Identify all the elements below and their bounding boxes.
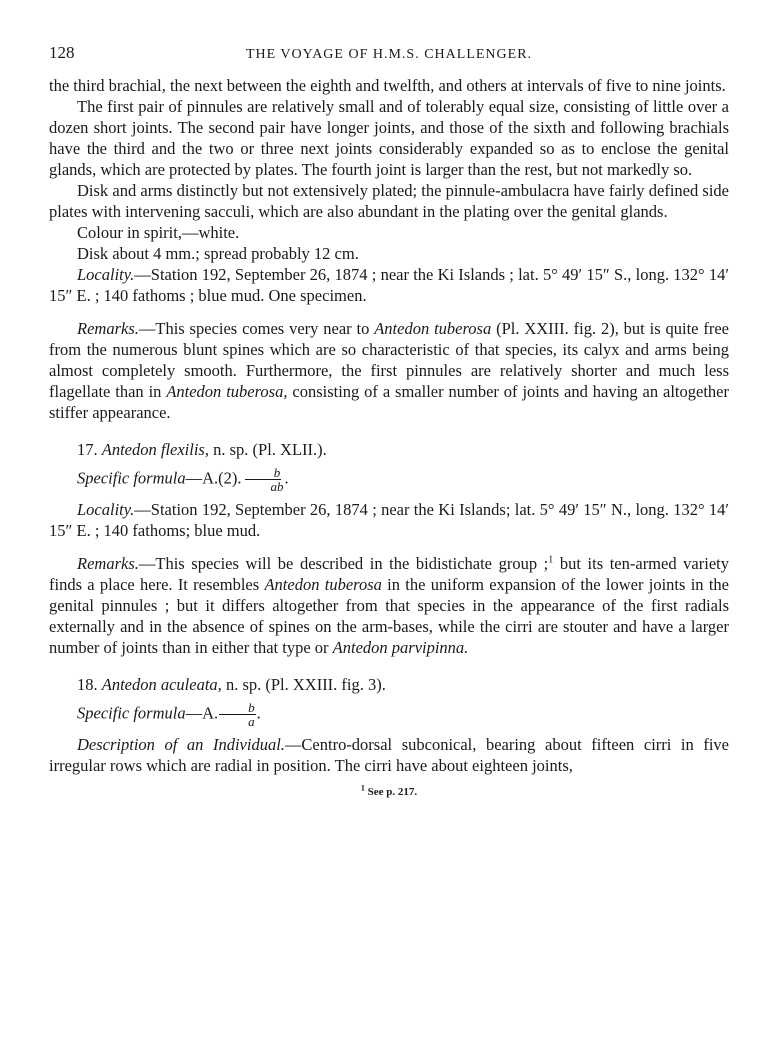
species-number: 18. [77,675,102,694]
formula-prefix: —A.(2). [185,468,242,488]
fraction-numerator: b [219,701,256,715]
formula-end: . [284,468,289,488]
description [49,734,729,776]
running-header [49,42,729,65]
remarks-text: in the uniform expansion of the lower joints in the genital pinnules ; but it differs altogether from that species in the appearance of the first radials externally and in the absence of spines on the arm-bases, while the cirri are stouter and have a larger number of joints than in either that type or [49,575,729,657]
paragraph-continuation: the third brachial, the next between the eighth and twelfth, and others at intervals of five to nine joints. [49,76,726,95]
footnote-text: See p. 217. [364,786,418,798]
remarks-1 [49,318,729,423]
remarks-label: Remarks. [77,554,139,573]
species-plate-ref: n. sp. (Pl. XLII.). [208,440,327,459]
footnote-ref: 1 [548,554,554,566]
footnote-mark: 1 [360,783,365,793]
remarks-text: —This species comes very near to [138,319,375,338]
locality-label: Locality. [77,265,135,284]
remarks-label: Remarks. [77,319,139,338]
paragraph-size: Disk about 4 mm.; spread probably 12 cm. [77,244,359,263]
species-17-formula [49,466,729,493]
species-17-heading [49,439,729,460]
formula-prefix: —A. [185,703,219,723]
species-name: Antedon tuberosa, [166,382,288,401]
description-label: Description of an Individual. [77,735,285,754]
species-18-formula [49,701,729,728]
fraction-numerator: b [245,466,282,480]
formula-fraction [219,701,256,728]
page [49,42,729,803]
formula-label: Specific formula [77,703,186,723]
running-title: THE VOYAGE OF H.M.S. CHALLENGER. [245,47,533,62]
species-18-heading [49,674,729,695]
species-name: Antedon parvipinna. [332,638,469,657]
remarks-2 [49,553,729,658]
page-number: 128 [49,43,75,62]
species-plate-ref: n. sp. (Pl. XXIII. fig. 3). [221,675,386,694]
paragraph-pinnules: The first pair of pinnules are relatively small and of tolerably equal size, consisting of little over a dozen short joints. The second pair have longer joints, and those of the sixth and following brachials have the third and the two or three next joints considerably expanded so as to enclose the genital glands, which are protected by plates. The fourth joint is larger than the rest, but not markedly so. [49,97,729,179]
species-number: 17. [77,440,102,459]
fraction-denominator: ab [270,479,284,494]
locality-1 [49,264,729,306]
species-name: Antedon tuberosa [374,319,492,338]
remarks-text: (Pl. XXIII. fig. 2), but is quite free from the numerous blunt spines which are so characteristic of that species, its calyx and arms being almost completely smooth. Furthermore, the first pinnules are relatively shorter and much less flagellate than in [49,319,729,401]
description-text: —Centro-dorsal subconical, bearing about fifteen cirri in five irregular rows which are radial in position. The cirri have about eighteen joints, [49,735,729,775]
locality-2 [49,499,729,541]
fraction-denominator: a [248,714,255,729]
species-name: Antedon tuberosa [264,575,382,594]
formula-label: Specific formula [77,468,186,488]
footnote [49,782,729,803]
formula-fraction [243,466,284,493]
species-name: Antedon flexilis, [101,440,209,459]
locality-text: —Station 192, September 26, 1874 ; near the Ki Islands; lat. 5° 49′ 15″ N., long. 132° 14′ 15″ E. ; 140 fathoms; blue mud. [49,500,729,540]
species-name: Antedon aculeata, [101,675,222,694]
paragraph-colour: Colour in spirit,—white. [77,223,240,242]
locality-label: Locality. [77,500,135,519]
paragraph-disk: Disk and arms distinctly but not extensively plated; the pinnule-ambulacra have fairly defined side plates with intervening sacculi, which are also abundant in the plating over the genital glands. [49,181,729,221]
remarks-text: but its ten-armed variety finds a place here. It resembles [49,554,729,594]
remarks-text: —This species will be described in the bidistichate group ; [138,554,549,573]
remarks-text: consisting of a smaller number of joints and having an altogether stiffer appearance. [49,382,729,422]
formula-end: . [256,703,261,723]
locality-text: —Station 192, September 26, 1874 ; near the Ki Islands ; lat. 5° 49′ 15″ S., long. 132° 14′ 15″ E. ; 140 fathoms ; blue mud. One specimen. [49,265,729,305]
